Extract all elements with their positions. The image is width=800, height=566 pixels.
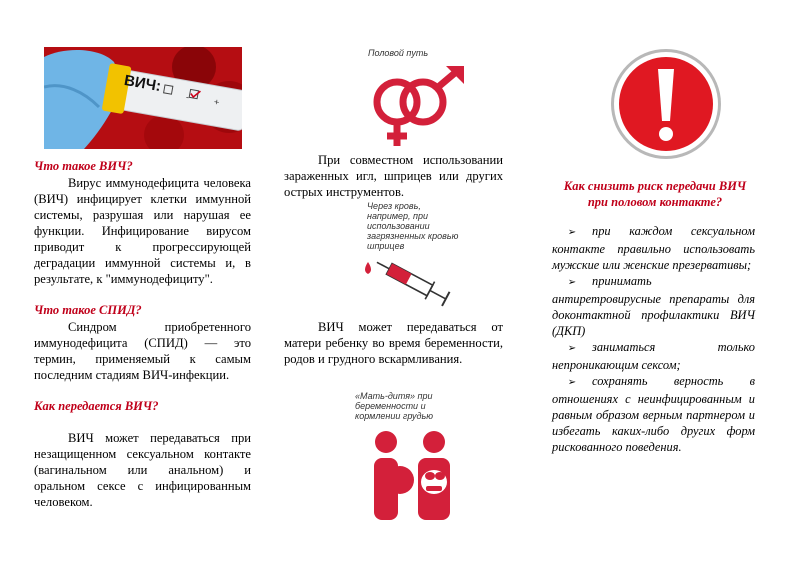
sexual-route-caption: Половой путь xyxy=(368,48,429,58)
q2-title: Что такое СПИД? xyxy=(34,303,142,317)
gender-symbols-icon xyxy=(360,62,470,150)
risk-reduction-list xyxy=(552,223,755,455)
blood-route-caption: Через кровь, например, при использовании загрязненных кровью шприцев xyxy=(367,201,459,251)
tube-label: ВИЧ: xyxy=(122,71,163,96)
arrow-bullet-icon: ➢ xyxy=(567,377,577,388)
risk-reduction-title: Как снизить риск передачи ВИЧ при половом контакте? xyxy=(563,179,747,209)
syringe-icon xyxy=(364,252,464,314)
needles-text: При совместном использовании зараженных игл, шприцев или других острых инструментов. xyxy=(284,153,503,199)
arrow-bullet-icon: ➢ xyxy=(567,227,577,238)
warning-exclamation-icon xyxy=(609,47,723,161)
list-item xyxy=(552,339,755,373)
bullet-text-4: сохранять верность в отношениях с неинфицированным и равным образом верным партнером и избегать каких-либо других форм рискованного поведения. xyxy=(552,374,755,454)
list-item xyxy=(552,273,755,339)
mother-child-caption: «Мать-дитя» при беременности и кормлении грудью xyxy=(355,391,433,421)
hiv-test-photo xyxy=(44,47,242,149)
list-item xyxy=(552,373,755,455)
q1-text: Вирус иммунодефицита человека (ВИЧ) инфицирует клетки иммунной системы, разрушая или нарушая ее функции. Инфицирование вирусом приводит к прогрессирующей деградации иммунной системы и, в результате, к "иммунодефициту". xyxy=(34,176,251,286)
arrow-bullet-icon: ➢ xyxy=(567,277,577,288)
bullet-text-1: при каждом сексуальном контакте правильно использовать мужские или женские презервативы; xyxy=(552,224,755,272)
q3-title: Как передается ВИЧ? xyxy=(34,399,159,413)
mother-child-icon xyxy=(356,428,466,520)
hiv-test-tube-illustration xyxy=(44,47,242,149)
tube-minus-label: - xyxy=(185,91,190,103)
q2-text: Синдром приобретенного иммунодефицита (СПИД) — это термин, применяемый к самым последним стадиям ВИЧ-инфекции. xyxy=(34,320,251,382)
tube-plus-label: + xyxy=(213,96,221,108)
column-1-text xyxy=(34,159,251,510)
bullet-text-3: заниматься только непроникающим сексом; xyxy=(552,340,755,372)
q3-text: ВИЧ может передаваться при незащищенном сексуальном контакте (вагинальном или анальном) и оральном сексе с инфицированным человеком. xyxy=(34,431,251,509)
mother-child-text: ВИЧ может передаваться от матери ребенку во время беременности, родов и грудного вскармливания. xyxy=(284,320,503,366)
q1-title: Что такое ВИЧ? xyxy=(34,159,133,173)
arrow-bullet-icon: ➢ xyxy=(567,343,577,354)
list-item xyxy=(552,223,755,273)
bullet-text-2: принимать антиретровирусные препараты для доконтактной профилактики ВИЧ (ДКП) xyxy=(552,274,755,338)
